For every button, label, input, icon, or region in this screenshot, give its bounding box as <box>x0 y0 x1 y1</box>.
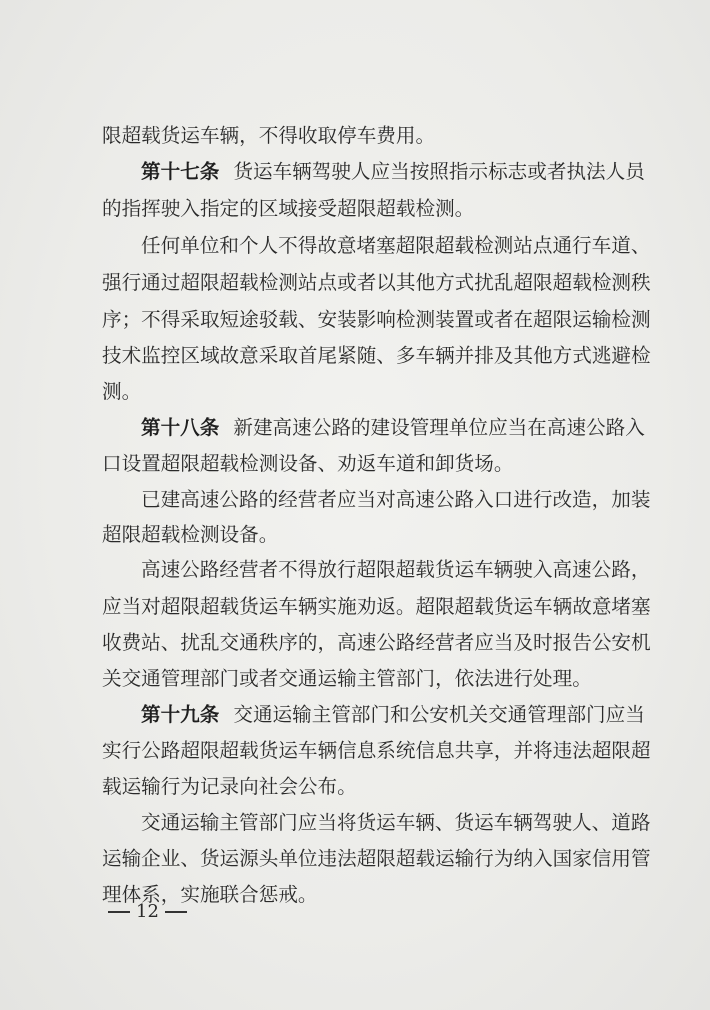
line-text: 强行通过超限超载检测站点或者以其他方式扰乱超限超载检测秩 <box>102 271 651 294</box>
text-line <box>102 739 651 763</box>
text-line <box>141 160 645 184</box>
line-text: 序；不得采取短途驳载、安装影响检测装置或者在超限运输检测 <box>102 308 651 331</box>
text-line <box>102 775 622 799</box>
line-text: 理体系，实施联合惩戒。 <box>102 883 318 906</box>
text-line <box>102 667 622 691</box>
line-text: 应当对超限超载货运车辆实施劝返。超限超载货运车辆故意堵塞 <box>102 595 651 618</box>
page-number-dash-left <box>108 911 130 913</box>
text-line <box>141 811 651 835</box>
text-line <box>141 416 645 440</box>
line-text: 运输企业、货运源头单位违法超限超载运输行为纳入国家信用管 <box>102 847 651 870</box>
text-line <box>102 452 622 476</box>
text-line <box>102 124 622 148</box>
article-heading: 第十八条 <box>141 416 220 439</box>
line-text: 交通运输主管部门应当将货运车辆、货运车辆驾驶人、道路 <box>141 811 651 834</box>
text-line <box>102 523 622 547</box>
text-line <box>102 595 651 619</box>
text-line <box>102 631 651 655</box>
line-text: 交通运输主管部门和公安机关交通管理部门应当 <box>233 703 645 726</box>
text-line <box>102 847 651 871</box>
text-line <box>141 488 651 512</box>
line-text: 高速公路经营者不得放行超限超载货运车辆驶入高速公路， <box>141 558 651 581</box>
line-text: 已建高速公路的经营者应当对高速公路入口进行改造，加装 <box>141 488 651 511</box>
line-text: 技术监控区域故意采取首尾紧随、多车辆并排及其他方式逃避检 <box>102 344 651 367</box>
line-text: 测。 <box>102 380 142 403</box>
line-text: 口设置超限超载检测设备、劝返车道和卸货场。 <box>102 452 514 475</box>
line-text: 限超载货运车辆，不得收取停车费用。 <box>102 124 436 147</box>
line-text: 新建高速公路的建设管理单位应当在高速公路入 <box>233 416 645 439</box>
text-line <box>141 234 651 258</box>
page-number-dash-right <box>165 911 187 913</box>
line-text: 超限超载检测设备。 <box>102 523 279 546</box>
text-line <box>102 380 622 404</box>
text-line <box>141 558 651 582</box>
text-line <box>102 344 651 368</box>
article-heading: 第十九条 <box>141 703 220 726</box>
page-number-value: 12 <box>136 901 159 922</box>
text-line <box>102 308 651 332</box>
line-text: 载运输行为记录向社会公布。 <box>102 775 357 798</box>
line-text: 收费站、扰乱交通秩序的，高速公路经营者应当及时报告公安机 <box>102 631 651 654</box>
line-text: 的指挥驶入指定的区域接受超限超载检测。 <box>102 197 475 220</box>
page-number <box>102 901 193 923</box>
article-heading: 第十七条 <box>141 160 220 183</box>
text-line <box>102 271 651 295</box>
line-text: 实行公路超限超载货运车辆信息系统信息共享，并将违法超限超 <box>102 739 651 762</box>
line-text: 货运车辆驾驶人应当按照指示标志或者执法人员 <box>233 160 645 183</box>
line-text: 任何单位和个人不得故意堵塞超限超载检测站点通行车道、 <box>141 234 651 257</box>
text-line <box>141 703 645 727</box>
text-line <box>102 197 622 221</box>
line-text: 关交通管理部门或者交通运输主管部门，依法进行处理。 <box>102 667 592 690</box>
